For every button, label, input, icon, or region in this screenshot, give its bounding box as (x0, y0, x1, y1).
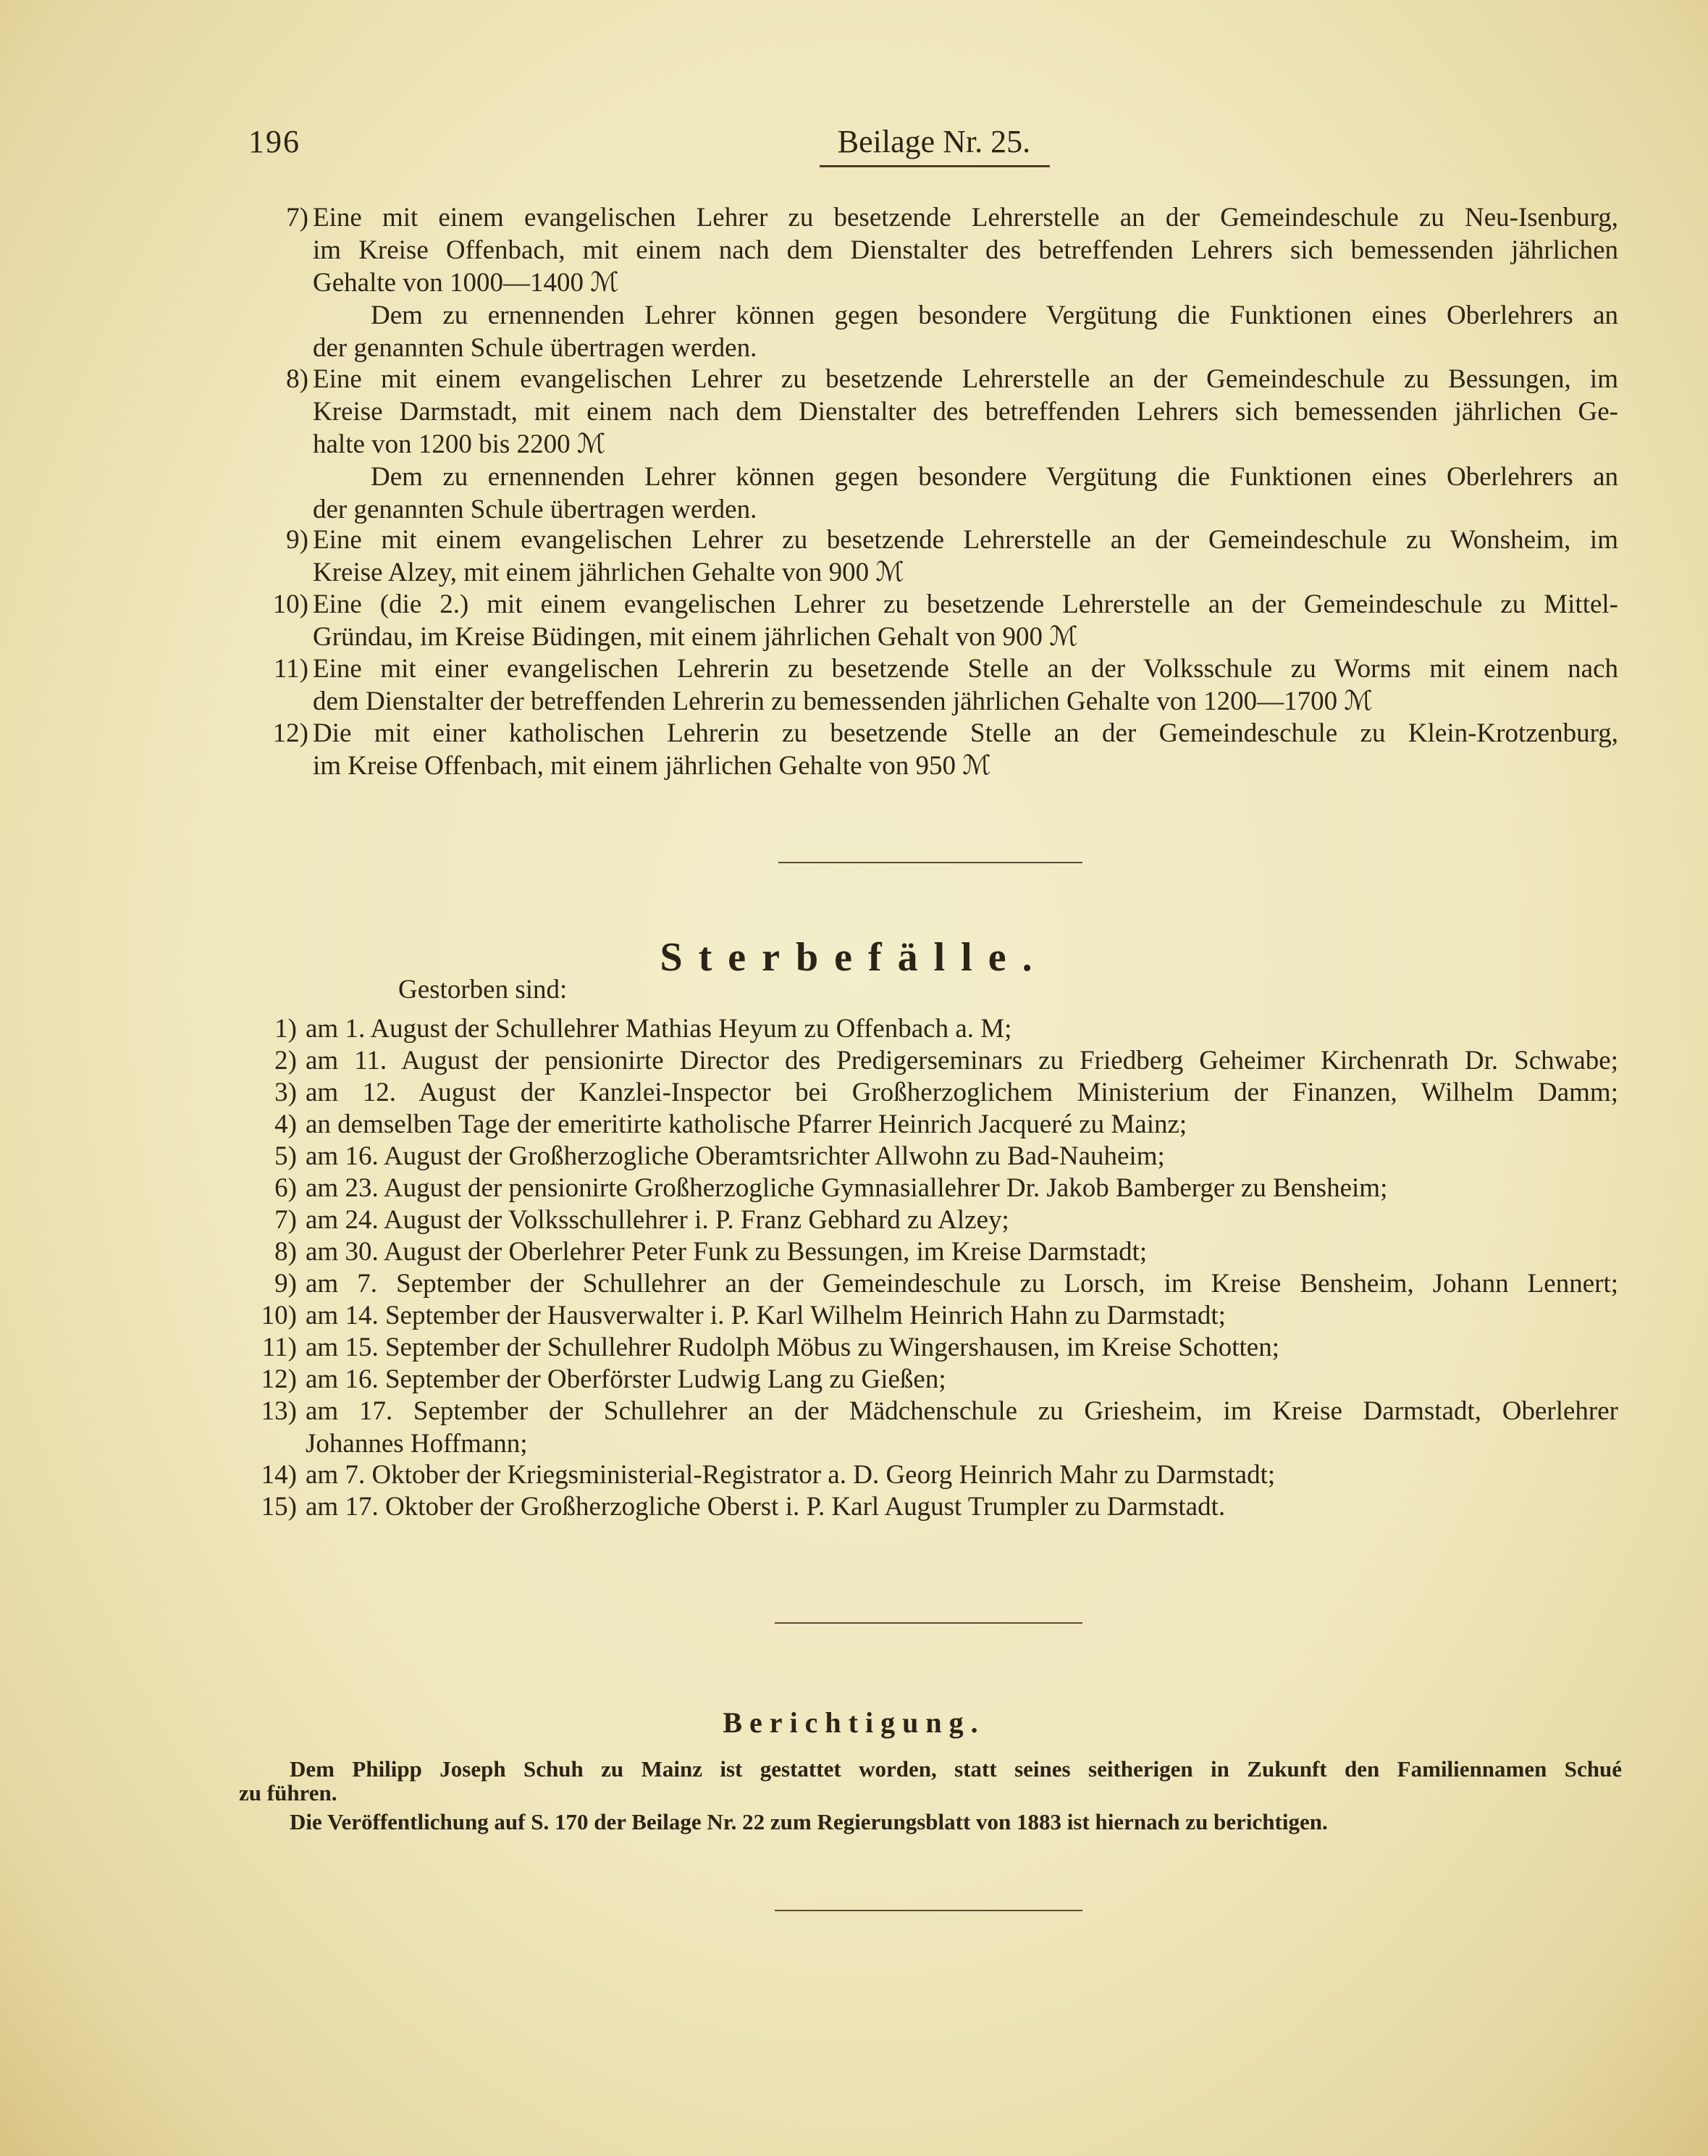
death-entry (253, 1331, 1618, 1364)
entry-line: am 23. August der pensionirte Großherzogliche Gymnasiallehrer Dr. Jakob Bamberger zu Bensheim; (306, 1173, 1388, 1203)
entry-line: am 7. Oktober der Kriegsministerial-Registrator a. D. Georg Heinrich Mahr zu Darmstadt; (306, 1460, 1276, 1490)
item-line: Kreise Alzey, mit einem jährlichen Gehalte von 900 ℳ (313, 558, 904, 587)
death-entry (253, 1204, 1618, 1236)
item-number: 8) (286, 364, 308, 394)
appointment-item (268, 717, 1618, 782)
death-entry (253, 1459, 1618, 1491)
deaths-intro: Gestorben sind: (398, 975, 568, 1004)
appointment-item (268, 524, 1618, 589)
entry-number: 15) (261, 1492, 297, 1522)
item-line: Eine mit einem evangelischen Lehrer zu besetzende Lehrerstelle an der Gemeindeschule zu Neu-Isenburg, (313, 203, 1618, 232)
death-entry (253, 1140, 1618, 1173)
entry-line: am 24. August der Volksschullehrer i. P. Franz Gebhard zu Alzey; (306, 1205, 1009, 1235)
correction-line: zu führen. (239, 1780, 337, 1805)
item-number: 9) (286, 525, 308, 555)
correction-line: Die Veröffentlichung auf S. 170 der Beilage Nr. 22 zum Regierungsblatt von 1883 ist hiernach zu berichtigen. (290, 1809, 1328, 1834)
item-line: dem Dienstalter der betreffenden Lehrerin zu bemessenden jährlichen Gehalte von 1200—1700 ℳ (313, 687, 1373, 716)
item-line: Kreise Darmstadt, mit einem nach dem Dienstalter des betreffenden Lehrers sich bemessenden jährlichen Ge- (313, 396, 1618, 427)
death-entry (253, 1490, 1618, 1523)
entry-number: 4) (274, 1110, 297, 1139)
item-line: der genannten Schule übertragen werden. (313, 494, 757, 524)
death-entry (253, 1012, 1618, 1045)
death-entry (253, 1267, 1618, 1300)
death-entry (253, 1299, 1618, 1332)
item-number: 7) (286, 203, 308, 232)
entry-number: 10) (261, 1301, 297, 1330)
running-head: Beilage Nr. 25. (837, 124, 1031, 159)
section-divider (775, 1910, 1082, 1911)
item-line: Dem zu ernennenden Lehrer können gegen besondere Vergütung die Funktionen eines Oberlehrers an (371, 461, 1618, 492)
death-entry (253, 1108, 1618, 1141)
entry-number: 6) (274, 1173, 297, 1203)
item-line: Die mit einer katholischen Lehrerin zu besetzende Stelle an der Gemeindeschule zu Klein-Krotzenburg, (313, 718, 1618, 748)
entry-line: am 1. August der Schullehrer Mathias Heyum zu Offenbach a. M; (306, 1014, 1012, 1044)
page-number: 196 (248, 124, 300, 159)
item-line: Eine mit einem evangelischen Lehrer zu besetzende Lehrerstelle an der Gemeindeschule zu Wonsheim, im (313, 525, 1618, 555)
entry-number: 3) (274, 1078, 297, 1107)
item-line: Eine mit einem evangelischen Lehrer zu besetzende Lehrerstelle an der Gemeindeschule zu Bessungen, im (313, 364, 1618, 394)
item-line: Gehalte von 1000—1400 ℳ (313, 268, 619, 298)
entry-line: an demselben Tage der emeritirte katholische Pfarrer Heinrich Jacqueré zu Mainz; (306, 1110, 1187, 1139)
entry-line: am 11. August der pensionirte Director des Predigerseminars zu Friedberg Geheimer Kirchenrath Dr. Schwabe; (306, 1046, 1618, 1075)
item-line: Eine (die 2.) mit einem evangelischen Lehrer zu besetzende Lehrerstelle an der Gemeindeschule zu Mittel- (313, 590, 1618, 619)
entry-line: am 17. September der Schullehrer an der Mädchenschule zu Griesheim, im Kreise Darmstadt, Oberlehrer (306, 1396, 1618, 1426)
entry-line: am 12. August der Kanzlei-Inspector bei Großherzoglichem Ministerium der Finanzen, Wilhelm Damm; (306, 1078, 1618, 1107)
entry-line: am 16. September der Oberförster Ludwig Lang zu Gießen; (306, 1364, 946, 1394)
death-entry (253, 1044, 1618, 1077)
deaths-heading: Sterbefälle. (660, 935, 1048, 980)
header-rule (820, 165, 1050, 167)
entry-line: am 15. September der Schullehrer Rudolph Möbus zu Wingershausen, im Kreise Schotten; (306, 1333, 1279, 1362)
correction-line: Dem Philipp Joseph Schuh zu Mainz ist gestattet worden, statt seines seitherigen in Zukunft den Familiennamen Schué (290, 1756, 1622, 1782)
item-number: 10) (272, 590, 308, 619)
entry-number: 1) (274, 1014, 297, 1044)
correction-heading: Berichtigung. (723, 1706, 985, 1739)
entry-number: 5) (274, 1141, 297, 1171)
section-divider (775, 1622, 1082, 1624)
entry-line: am 17. Oktober der Großherzogliche Oberst i. P. Karl August Trumpler zu Darmstadt. (306, 1492, 1226, 1522)
appointment-item (268, 588, 1618, 653)
appointment-item (268, 363, 1618, 526)
death-entry (253, 1236, 1618, 1268)
entry-number: 14) (261, 1460, 297, 1490)
death-entry (253, 1076, 1618, 1109)
section-divider (778, 862, 1082, 863)
entry-number: 2) (274, 1046, 297, 1075)
item-number: 12) (272, 718, 308, 748)
death-entry (253, 1172, 1618, 1204)
death-entry (253, 1395, 1618, 1460)
appointment-item (268, 653, 1618, 718)
entry-line: am 16. August der Großherzogliche Oberamtsrichter Allwohn zu Bad-Nauheim; (306, 1141, 1165, 1171)
entry-number: 8) (274, 1237, 297, 1267)
entry-number: 7) (274, 1205, 297, 1235)
entry-number: 11) (262, 1333, 297, 1362)
entry-line: am 14. September der Hausverwalter i. P. Karl Wilhelm Heinrich Hahn zu Darmstadt; (306, 1301, 1226, 1330)
item-line: Eine mit einer evangelischen Lehrerin zu besetzende Stelle an der Volksschule zu Worms mit einem nach (313, 654, 1618, 684)
entry-number: 9) (274, 1269, 297, 1299)
item-line: Gründau, im Kreise Büdingen, mit einem jährlichen Gehalt von 900 ℳ (313, 622, 1078, 652)
entry-line: Johannes Hoffmann; (306, 1429, 528, 1459)
item-line: der genannten Schule übertragen werden. (313, 333, 757, 363)
death-entry (253, 1363, 1618, 1396)
item-number: 11) (274, 654, 308, 684)
entry-line: am 7. September der Schullehrer an der Gemeindeschule zu Lorsch, im Kreise Bensheim, Johann Lennert; (306, 1269, 1618, 1299)
entry-number: 13) (261, 1396, 297, 1426)
entry-number: 12) (261, 1364, 297, 1394)
appointment-item (268, 201, 1618, 364)
item-line: im Kreise Offenbach, mit einem nach dem Dienstalter des betreffenden Lehrers sich bemessenden jährlichen (313, 235, 1618, 265)
entry-line: am 30. August der Oberlehrer Peter Funk zu Bessungen, im Kreise Darmstadt; (306, 1237, 1148, 1267)
item-line: im Kreise Offenbach, mit einem jährlichen Gehalte von 950 ℳ (313, 751, 991, 781)
item-line: Dem zu ernennenden Lehrer können gegen besondere Vergütung die Funktionen eines Oberlehrers an (371, 301, 1618, 330)
item-line: halte von 1200 bis 2200 ℳ (313, 429, 606, 459)
